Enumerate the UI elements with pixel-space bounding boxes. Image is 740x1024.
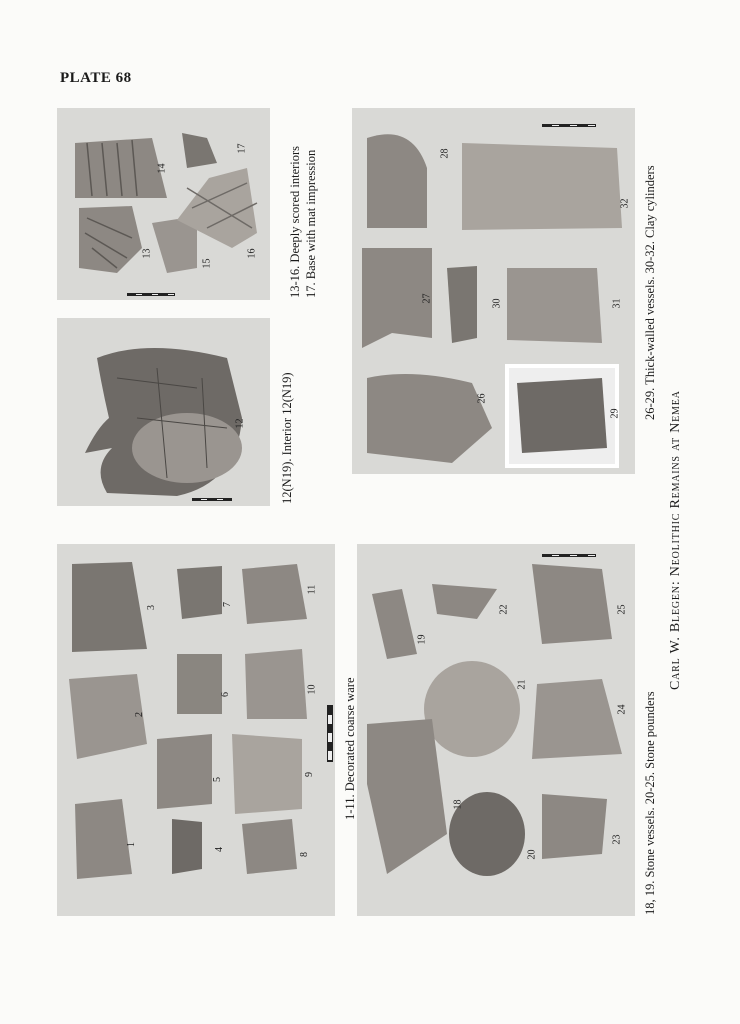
stone-vessels-pounders-image (357, 544, 635, 916)
label-2: 2 (134, 712, 145, 717)
label-24: 24 (616, 704, 628, 715)
label-13: 13 (141, 248, 153, 259)
label-17: 17 (236, 143, 248, 154)
photo-panel-18-25 (357, 544, 635, 916)
label-21: 21 (516, 679, 528, 690)
label-19: 19 (416, 634, 428, 645)
label-1: 1 (126, 842, 137, 847)
sherds-13-17-image (57, 108, 270, 300)
label-9: 9 (304, 772, 315, 777)
vessels-cylinders-image (352, 108, 635, 474)
caption-1-11: 1-11. Decorated coarse ware (343, 677, 357, 820)
label-32: 32 (619, 198, 631, 209)
label-5: 5 (212, 777, 223, 782)
caption-13-16: 13-16. Deeply scored interiors (288, 145, 302, 298)
label-31: 31 (611, 298, 623, 309)
photo-panel-sherds-13-17 (57, 108, 270, 300)
author-title-line: Carl W. Blegen: Neolithic Remains at Nemea (668, 390, 683, 690)
label-4: 4 (214, 847, 225, 852)
decorated-coarse-ware-image (57, 544, 335, 916)
label-14: 14 (156, 163, 168, 174)
label-16: 16 (246, 248, 258, 259)
photo-panel-sherds-1-11 (57, 544, 335, 916)
photo-panel-26-32 (352, 108, 635, 474)
label-29: 29 (609, 408, 621, 419)
label-8: 8 (299, 852, 310, 857)
scale-bar (542, 554, 596, 557)
plate-title: PLATE 68 (60, 70, 132, 86)
vertical-scale-bar (327, 705, 333, 762)
label-22: 22 (498, 604, 510, 615)
caption-12: 12(N19). Interior 12(N19) (280, 372, 294, 504)
scale-bar (542, 124, 596, 127)
label-28: 28 (439, 148, 451, 159)
caption-26-32: 26-29. Thick-walled vessels. 30-32. Clay cylinders (643, 165, 657, 420)
label-23: 23 (611, 834, 623, 845)
label-18: 18 (452, 799, 464, 810)
label-3: 3 (146, 605, 157, 610)
sherd-12-image (57, 318, 270, 506)
label-26: 26 (476, 393, 488, 404)
label-27: 27 (421, 293, 433, 304)
label-25: 25 (616, 604, 628, 615)
label-7: 7 (222, 602, 233, 607)
caption-17: 17. Base with mat impression (304, 149, 318, 298)
label-30: 30 (491, 298, 503, 309)
scale-bar (127, 293, 175, 296)
label-11: 11 (306, 584, 318, 595)
label-12: 12 (234, 418, 246, 429)
photo-panel-sherd-12 (57, 318, 270, 506)
label-20: 20 (526, 849, 538, 860)
caption-18-25: 18, 19. Stone vessels. 20-25. Stone pounders (643, 691, 657, 915)
label-6: 6 (220, 692, 231, 697)
scale-bar (192, 498, 232, 501)
label-15: 15 (201, 258, 213, 269)
label-10: 10 (306, 684, 318, 695)
